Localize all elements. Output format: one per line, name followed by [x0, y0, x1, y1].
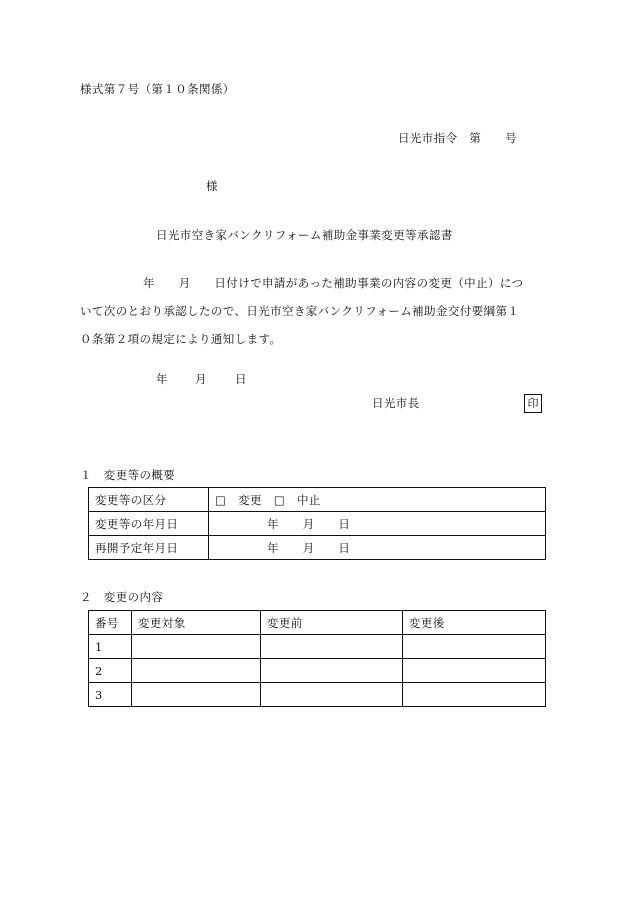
issue-year: 年 [156, 372, 168, 386]
table-row [89, 659, 546, 683]
column-header: 番号 [89, 611, 132, 635]
row-number: 2 [89, 659, 132, 683]
change-target-cell[interactable] [132, 635, 261, 659]
table-row [89, 536, 546, 560]
body-paragraph [80, 269, 550, 353]
change-target-cell[interactable] [132, 683, 261, 707]
issue-day: 日 [235, 372, 247, 386]
row-label: 変更等の年月日 [89, 512, 209, 536]
column-header: 変更前 [261, 611, 403, 635]
row-label: 変更等の区分 [89, 488, 209, 512]
before-cell[interactable] [261, 635, 403, 659]
row-number: 1 [89, 635, 132, 659]
before-cell[interactable] [261, 683, 403, 707]
body-line-3: ０条第２項の規定により通知します。 [80, 332, 282, 346]
before-cell[interactable] [261, 659, 403, 683]
form-number: 様式第７号（第１０条関係） [80, 82, 235, 96]
change-type-options[interactable]: □ 変更 □ 中止 [209, 488, 546, 512]
after-cell[interactable] [403, 683, 546, 707]
body-line-1: 年 月 日付けで申請があった補助事業の内容の変更（中止）につ [143, 276, 524, 290]
table-row [89, 512, 546, 536]
change-date-value[interactable]: 年 月 日 [209, 512, 546, 536]
table-header-row [89, 611, 546, 635]
document-number: 日光市指令 第 号 [398, 131, 517, 145]
overview-table [88, 487, 546, 560]
table-row [89, 683, 546, 707]
document-title: 日光市空き家バンクリフォーム補助金事業変更等承認書 [156, 228, 453, 242]
table-row [89, 488, 546, 512]
issuer-name: 日光市長 [372, 396, 420, 410]
row-label: 再開予定年月日 [89, 536, 209, 560]
section2-heading: ２ 変更の内容 [80, 590, 164, 604]
addressee-suffix: 様 [206, 179, 218, 193]
column-header: 変更対象 [132, 611, 261, 635]
restart-date-value[interactable]: 年 月 日 [209, 536, 546, 560]
section1-heading: １ 変更等の概要 [80, 468, 176, 482]
after-cell[interactable] [403, 635, 546, 659]
column-header: 変更後 [403, 611, 546, 635]
after-cell[interactable] [403, 659, 546, 683]
change-target-cell[interactable] [132, 659, 261, 683]
changes-table [88, 610, 546, 707]
body-line-2: いて次のとおり承認したので、日光市空き家バンクリフォーム補助金交付要綱第１ [80, 304, 520, 318]
issue-month: 月 [195, 372, 207, 386]
row-number: 3 [89, 683, 132, 707]
seal-mark: 印 [524, 394, 542, 413]
table-row [89, 635, 546, 659]
